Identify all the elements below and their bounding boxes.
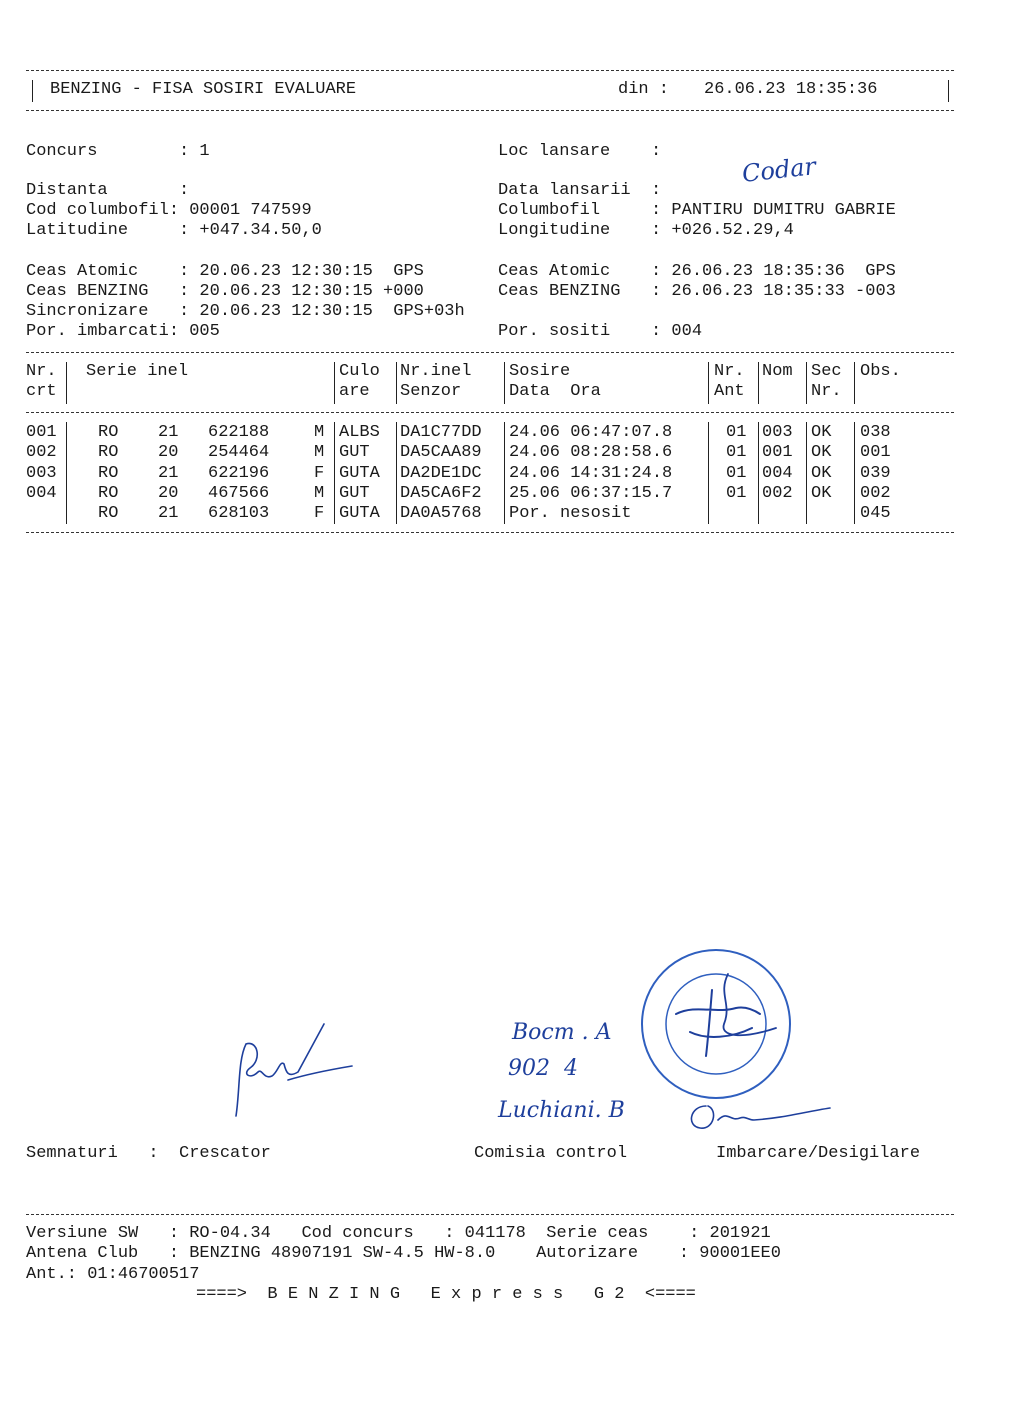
concurs-line: Concurs : 1 bbox=[26, 142, 210, 161]
cell-nom: 001 bbox=[762, 443, 793, 463]
footer-rule bbox=[26, 1214, 954, 1215]
cell-tara: RO bbox=[98, 483, 119, 503]
handwritten-name-1: Bocm . A bbox=[512, 1020, 612, 1045]
col-divider bbox=[396, 362, 397, 404]
th-nom: Nom bbox=[762, 362, 793, 381]
header-right-bar bbox=[948, 80, 949, 102]
cell-tara: RO bbox=[98, 423, 119, 442]
cell-obs: 038 bbox=[860, 423, 891, 442]
table-bottom-rule bbox=[26, 532, 954, 533]
cell-nr: 003 bbox=[26, 463, 57, 483]
th-nr-2: crt bbox=[26, 382, 57, 401]
col-divider bbox=[806, 422, 807, 524]
cell-nr: 002 bbox=[26, 443, 57, 463]
cell-tara: RO bbox=[98, 443, 119, 463]
header-left-bar bbox=[32, 80, 33, 102]
th-sec-2: Nr. bbox=[811, 382, 842, 401]
th-sosire: Sosire bbox=[509, 362, 571, 381]
cell-sex: F bbox=[314, 504, 325, 524]
col-divider bbox=[806, 362, 807, 404]
cell-sec: OK bbox=[811, 483, 832, 503]
antena-line: Antena Club : BENZING 48907191 SW-4.5 HW-8.0 Autorizare : 90001EE0 bbox=[26, 1244, 781, 1263]
cell-culoare: GUTA bbox=[339, 463, 380, 483]
cell-senzor: DA2DE1DC bbox=[400, 463, 482, 483]
cell-culoare: ALBS bbox=[339, 423, 380, 442]
cell-senzor: DA1C77DD bbox=[400, 423, 482, 442]
cell-sosire: 24.06 06:47:07.8 bbox=[509, 423, 673, 442]
club-stamp bbox=[636, 944, 796, 1104]
th-obs: Obs. bbox=[860, 362, 901, 381]
cell-nom: 002 bbox=[762, 483, 793, 503]
cell-an: 21 bbox=[158, 463, 179, 483]
cell-nr: 001 bbox=[26, 423, 57, 442]
cell-sec: OK bbox=[811, 443, 832, 463]
col-divider bbox=[854, 422, 855, 524]
cell-culoare: GUTA bbox=[339, 504, 380, 524]
header-top-rule bbox=[26, 70, 954, 71]
cell-an: 20 bbox=[158, 443, 179, 463]
cell-numar: 622188 bbox=[208, 423, 270, 442]
document-title: BENZING - FISA SOSIRI EVALUARE bbox=[50, 80, 357, 99]
cell-sosire: 24.06 14:31:24.8 bbox=[509, 463, 673, 483]
cell-nr: 004 bbox=[26, 483, 57, 503]
columbofil-line: Columbofil : PANTIRU DUMITRU GABRIE bbox=[498, 201, 896, 220]
imbarcare-label: Imbarcare/Desigilare bbox=[716, 1144, 921, 1163]
cell-sex: M bbox=[314, 443, 325, 463]
data-lansarii-line: Data lansarii : bbox=[498, 181, 662, 200]
col-divider bbox=[334, 422, 335, 524]
sincronizare-line: Sincronizare : 20.06.23 12:30:15 GPS+03h bbox=[26, 302, 465, 321]
por-imbarcati-line: Por. imbarcati: 005 bbox=[26, 322, 220, 341]
handwritten-name-3: Luchiani. B bbox=[498, 1098, 625, 1123]
cell-numar: 622196 bbox=[208, 463, 270, 483]
longitudine-line: Longitudine : +026.52.29,4 bbox=[498, 221, 794, 240]
cell-tara: RO bbox=[98, 504, 119, 524]
cell-nom: 004 bbox=[762, 463, 793, 483]
cell-numar: 467566 bbox=[208, 483, 270, 503]
cell-sec: OK bbox=[811, 423, 832, 442]
cell-sec: OK bbox=[811, 463, 832, 483]
th-nr: Nr. bbox=[26, 362, 57, 381]
ceas-benzing-start: Ceas BENZING : 20.06.23 12:30:15 +000 bbox=[26, 282, 424, 301]
handwritten-name-2: 902 4 bbox=[508, 1056, 578, 1081]
cell-ant: 01 bbox=[726, 423, 747, 442]
th-nr-inel: Nr.inel bbox=[400, 362, 472, 381]
cell-sex: M bbox=[314, 423, 325, 442]
cell-an: 20 bbox=[158, 483, 179, 503]
latitudine-line: Latitudine : +047.34.50,0 bbox=[26, 221, 322, 240]
cell-senzor: DA5CAA89 bbox=[400, 443, 482, 463]
cell-sosire: 25.06 06:37:15.7 bbox=[509, 483, 673, 503]
cell-culoare: GUT bbox=[339, 483, 370, 503]
por-sositi-line: Por. sositi : 004 bbox=[498, 322, 703, 341]
th-serie: Serie inel bbox=[86, 362, 189, 381]
crescator-signature bbox=[228, 1020, 368, 1120]
header-bottom-rule bbox=[26, 110, 954, 111]
ceas-atomic-start: Ceas Atomic : 20.06.23 12:30:15 GPS bbox=[26, 262, 424, 281]
cell-senzor: DA0A5768 bbox=[400, 504, 482, 524]
cell-numar: 628103 bbox=[208, 504, 270, 524]
cell-numar: 254464 bbox=[208, 443, 270, 463]
handwritten-loc-lansare: Codar bbox=[740, 152, 818, 188]
th-nr-inel-2: Senzor bbox=[400, 382, 462, 401]
col-divider bbox=[758, 422, 759, 524]
cell-obs: 002 bbox=[860, 483, 891, 503]
date-label: din : bbox=[618, 80, 670, 99]
cell-senzor: DA5CA6F2 bbox=[400, 483, 482, 503]
ceas-atomic-end: Ceas Atomic : 26.06.23 18:35:36 GPS bbox=[498, 262, 896, 281]
ant-line: Ant.: 01:46700517 bbox=[26, 1265, 200, 1284]
cell-an: 21 bbox=[158, 423, 179, 442]
cell-obs: 039 bbox=[860, 463, 891, 483]
col-divider bbox=[504, 362, 505, 404]
cell-tara: RO bbox=[98, 463, 119, 483]
brand-line: ====> B E N Z I N G E x p r e s s G 2 <==== bbox=[196, 1285, 696, 1304]
col-divider bbox=[758, 362, 759, 404]
cell-nom: 003 bbox=[762, 423, 793, 442]
th-nr-ant-2: Ant bbox=[714, 382, 745, 401]
semnaturi-label: Semnaturi : Crescator bbox=[26, 1144, 271, 1163]
distanta-line: Distanta : bbox=[26, 181, 190, 200]
cell-ant: 01 bbox=[726, 463, 747, 483]
th-sec: Sec bbox=[811, 362, 842, 381]
col-divider bbox=[504, 422, 505, 524]
cell-culoare: GUT bbox=[339, 443, 370, 463]
cell-obs: 045 bbox=[860, 504, 891, 524]
cell-obs: 001 bbox=[860, 443, 891, 463]
ceas-benzing-end: Ceas BENZING : 26.06.23 18:35:33 -003 bbox=[498, 282, 896, 301]
cell-ant: 01 bbox=[726, 443, 747, 463]
date-value: 26.06.23 18:35:36 bbox=[704, 80, 878, 99]
th-nr-ant: Nr. bbox=[714, 362, 745, 381]
cell-sex: F bbox=[314, 463, 325, 483]
th-sosire-2: Data Ora bbox=[509, 382, 601, 401]
cell-sosire: 24.06 08:28:58.6 bbox=[509, 443, 673, 463]
col-divider bbox=[708, 362, 709, 404]
col-divider bbox=[334, 362, 335, 404]
col-divider bbox=[66, 422, 67, 524]
loc-lansare-line: Loc lansare : bbox=[498, 142, 662, 161]
comisia-label: Comisia control bbox=[474, 1144, 628, 1163]
th-culoare-2: are bbox=[339, 382, 370, 401]
versiune-line: Versiune SW : RO-04.34 Cod concurs : 041178 Serie ceas : 201921 bbox=[26, 1224, 771, 1243]
col-divider bbox=[396, 422, 397, 524]
cell-sosire: Por. nesosit bbox=[509, 504, 632, 524]
cell-sex: M bbox=[314, 483, 325, 503]
cell-ant: 01 bbox=[726, 483, 747, 503]
col-divider bbox=[66, 362, 67, 404]
col-divider bbox=[854, 362, 855, 404]
th-culoare: Culo bbox=[339, 362, 380, 381]
table-header-rule bbox=[26, 412, 954, 413]
cell-an: 21 bbox=[158, 504, 179, 524]
cod-columbofil-line: Cod columbofil: 00001 747599 bbox=[26, 201, 312, 220]
table-top-rule bbox=[26, 352, 954, 353]
col-divider bbox=[708, 422, 709, 524]
